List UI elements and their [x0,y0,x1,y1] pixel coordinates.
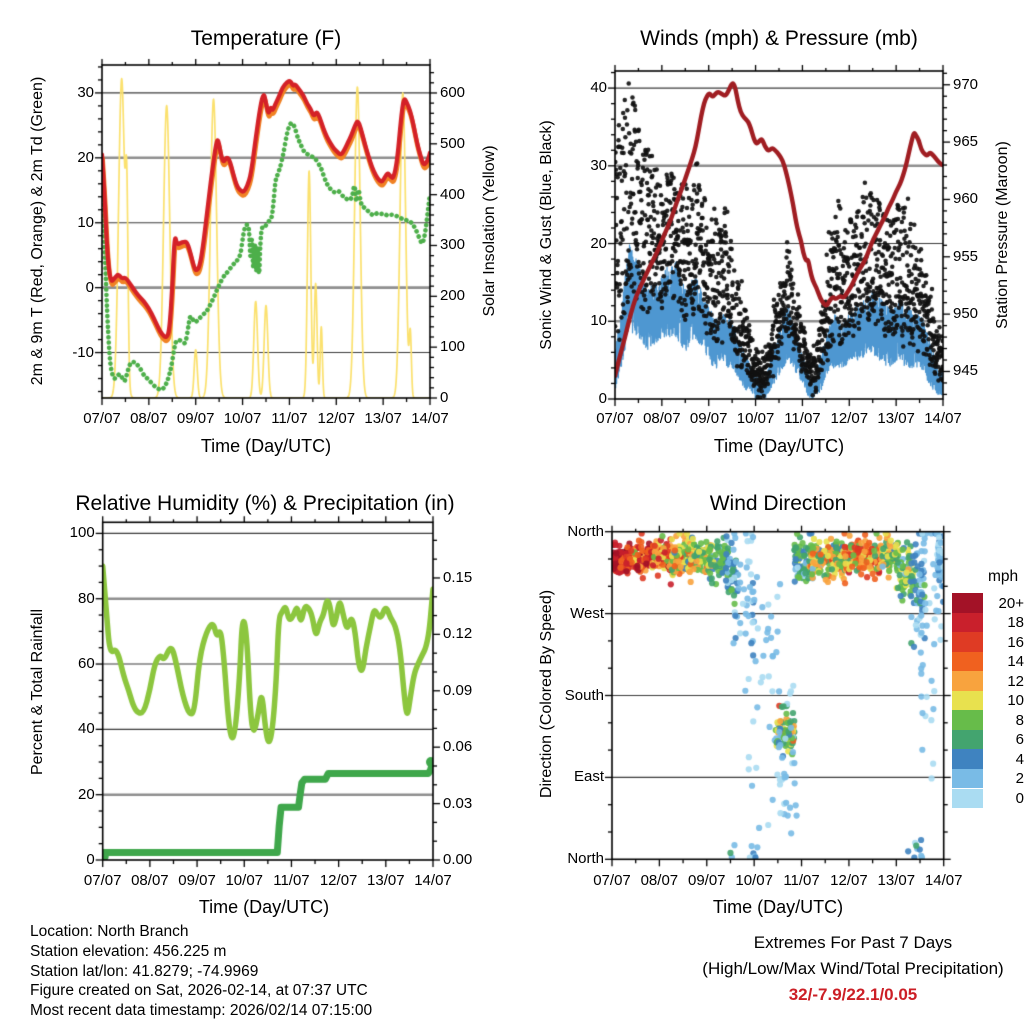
x-tick-label: 13/07 [367,872,405,889]
x-tick-label: 09/07 [689,410,728,427]
station-latlon: Station lat/lon: 41.8279; -74.9969 [30,962,259,980]
x-tick-label: 10/07 [225,872,264,889]
extremes-values: 32/-7.9/22.1/0.05 [788,985,918,1004]
y-tick-label: North [567,850,604,868]
station-elevation: Station elevation: 456.225 m [30,942,227,960]
legend-color-swatch [952,652,983,672]
x-tick-label: 12/07 [317,410,356,427]
x-tick-label: 14/07 [924,410,962,427]
temperature-xaxis-label: Time (Day/UTC) [200,436,332,456]
y-tick-label: 0.12 [443,625,473,643]
legend-color-swatch [952,710,983,730]
x-tick-label: 08/07 [643,410,681,427]
temperature-chart-title: Temperature (F) [190,27,342,50]
x-tick-label: 07/07 [596,410,634,427]
x-tick-label: 13/07 [364,410,402,427]
legend-color-swatch [952,769,983,789]
y-tick-label: 60 [78,655,95,673]
legend-color-swatch [952,691,983,711]
extremes-heading: Extremes For Past 7 Days [753,933,953,952]
temperature-left-axis-label: 2m & 9m T (Red, Orange) & 2m Td (Green) [29,76,46,386]
y-tick-label: 20 [77,148,94,166]
x-tick-label: 08/07 [131,872,169,889]
x-tick-label: 14/07 [924,872,963,889]
x-tick-label: 10/07 [736,410,775,427]
y-tick-label: 970 [953,75,979,93]
legend-color-swatch [952,671,983,691]
x-tick-label: 08/07 [130,410,168,427]
y-tick-label: South [564,686,604,704]
legend-speed-label: 14 [1007,653,1024,671]
legend-color-swatch [952,749,983,769]
y-tick-label: 955 [953,247,979,265]
y-tick-label: 0.00 [443,851,473,868]
y-tick-label: 10 [77,213,94,231]
wind-direction-chart-title: Wind Direction [709,492,847,515]
y-tick-label: 0 [440,389,449,406]
y-tick-label: 0 [598,390,607,407]
y-tick-label: 960 [953,190,979,208]
legend-speed-label: 4 [1015,750,1024,768]
legend-speed-label: 10 [1007,692,1024,710]
x-tick-label: 14/07 [414,872,452,889]
y-tick-label: East [573,768,604,786]
humidity-precip-chart-title: Relative Humidity (%) & Precipitation (in) [75,492,455,515]
legend-color-swatch [952,789,983,809]
y-tick-label: 30 [590,156,607,174]
y-tick-label: 100 [440,338,466,356]
y-tick-label: 200 [440,287,466,305]
y-tick-label: West [570,604,604,622]
legend-speed-label: 2 [1015,770,1024,788]
station-info-block [30,922,372,1021]
y-tick-label: 945 [953,362,979,380]
y-tick-label: 400 [440,185,466,203]
pressure-right-axis-label: Station Pressure (Maroon) [994,141,1011,329]
y-tick-label: 40 [78,720,95,738]
humidity-xaxis-label: Time (Day/UTC) [198,897,330,917]
y-tick-label: 0.03 [443,794,473,812]
y-tick-label: 20 [590,234,607,252]
x-tick-label: 12/07 [319,872,358,889]
x-tick-label: 08/07 [640,872,679,889]
x-tick-label: 12/07 [830,410,869,427]
x-tick-label: 07/07 [83,410,121,427]
station-location: Location: North Branch [30,923,189,940]
x-tick-label: 10/07 [735,872,773,889]
x-tick-label: 11/07 [273,872,310,889]
most-recent-data-timestamp: Most recent data timestamp: 2026/02/14 07:15:00 [30,1002,373,1020]
y-tick-label: North [567,522,604,540]
humidity-left-axis-label: Percent & Total Rainfall [29,609,46,776]
x-tick-label: 14/07 [411,410,449,427]
figure-created-timestamp: Figure created on Sat, 2026-02-14, at 07:37 UTC [30,982,368,1000]
y-tick-label: 500 [440,134,466,152]
extremes-subheading: (High/Low/Max Wind/Total Precipitation) [702,959,1004,978]
y-tick-label: 965 [953,133,979,151]
winds-pressure-chart-title: Winds (mph) & Pressure (mb) [640,27,918,50]
winds-xaxis-label: Time (Day/UTC) [713,436,845,456]
x-tick-label: 13/07 [877,872,916,889]
y-tick-label: 0 [86,851,95,868]
x-tick-label: 11/07 [784,410,821,427]
x-tick-label: 13/07 [877,410,915,427]
y-tick-label: 0.09 [443,681,473,699]
y-tick-label: 30 [77,83,94,101]
legend-speed-label: 12 [1007,672,1024,690]
y-tick-label: 80 [78,589,95,607]
y-tick-label: 0 [85,278,94,296]
legend-speed-label: 18 [1007,614,1024,632]
wind-left-axis-label: Sonic Wind & Gust (Blue, Black) [538,120,555,350]
legend-speed-label: 16 [1007,633,1024,651]
x-tick-label: 09/07 [176,410,215,427]
legend-color-swatch [952,593,983,613]
y-tick-label: 300 [440,236,466,254]
y-tick-label: 600 [440,83,466,101]
wind-direction-xaxis-label: Time (Day/UTC) [712,897,844,917]
direction-left-axis-label: Direction (Colored By Speed) [538,589,555,799]
x-tick-label: 11/07 [271,410,308,427]
x-tick-label: 07/07 [593,872,631,889]
legend-speed-label: 0 [1015,790,1024,807]
x-tick-label: 12/07 [830,872,868,889]
y-tick-label: 950 [953,305,979,323]
x-tick-label: 09/07 [178,872,216,889]
y-tick-label: 0.15 [443,568,473,586]
y-tick-label: 40 [590,79,607,97]
y-tick-label: 20 [78,785,95,803]
x-tick-label: 07/07 [83,872,122,889]
y-tick-label: -10 [72,343,94,361]
legend-title: mph [988,568,1019,585]
x-tick-label: 10/07 [223,410,262,427]
legend-color-swatch [952,730,983,750]
legend-speed-label: 20+ [998,594,1024,612]
y-tick-label: 0.06 [443,738,473,756]
y-tick-label: 100 [69,524,95,542]
extremes-block [688,930,1018,1008]
x-tick-label: 11/07 [783,872,820,889]
legend-speed-label: 6 [1015,731,1024,749]
solar-right-axis-label: Solar Insolation (Yellow) [481,145,498,317]
y-tick-label: 10 [590,312,607,330]
legend-color-swatch [952,632,983,652]
legend-color-swatch [952,613,983,633]
legend-speed-label: 8 [1015,711,1024,729]
x-tick-label: 09/07 [687,872,726,889]
